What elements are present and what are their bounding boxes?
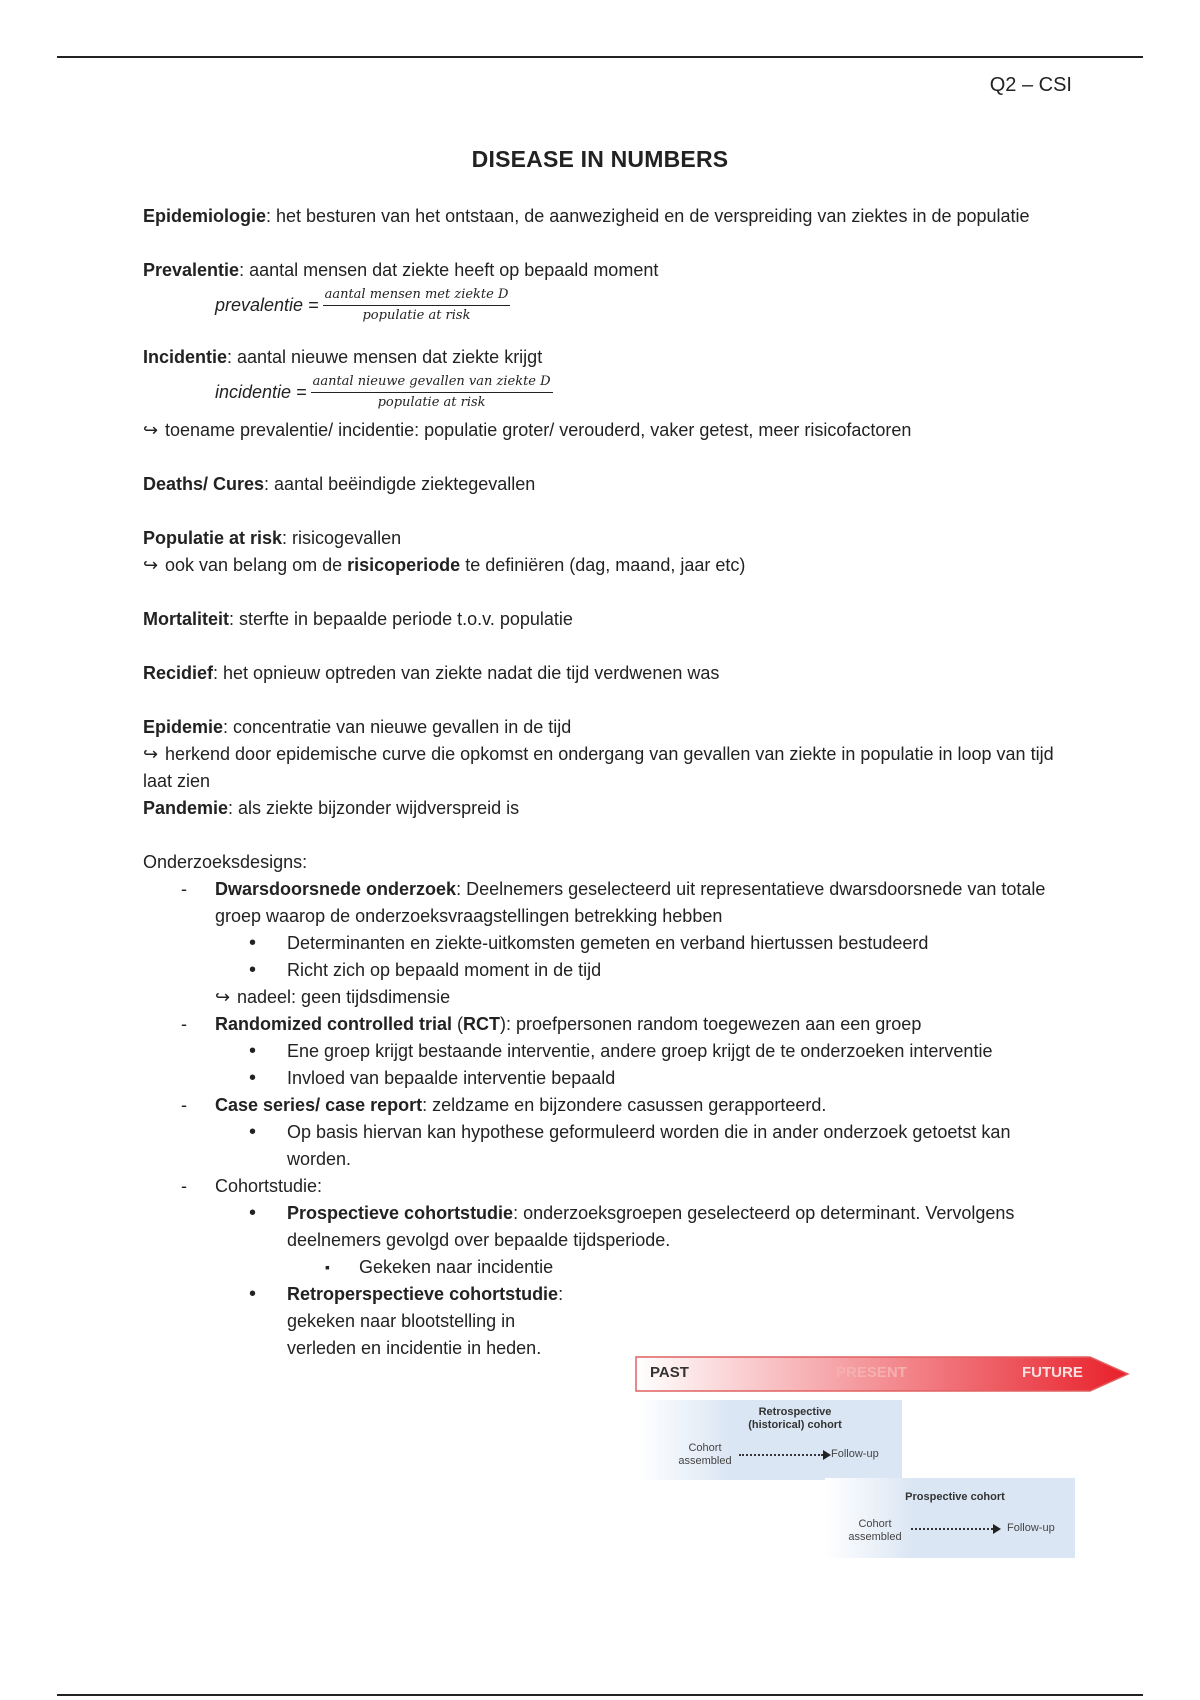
- prevalentie-denominator: populatie at risk: [362, 307, 471, 323]
- def-populatie: Populatie at risk: risicogevallen: [143, 528, 402, 548]
- designs-list: [143, 876, 1063, 1362]
- design-case: - Case series/ case report: zeldzame en bijzondere casussen gerapporteerd.: [143, 1092, 1063, 1119]
- return-arrow-icon: ↪: [215, 987, 231, 1007]
- retro-arrow-icon: [823, 1450, 831, 1460]
- incidentie-denominator: populatie at risk: [377, 394, 486, 410]
- prosp-assembled-label: Cohort assembled: [848, 1518, 902, 1543]
- list-item: • Invloed van bepaalde interventie bepaald: [143, 1065, 1063, 1092]
- prevalentie-numerator: aantal mensen met ziekte D: [323, 285, 511, 306]
- def-pandemie: Pandemie: als ziekte bijzonder wijdverspreid is: [143, 798, 520, 818]
- dwars-note: ↪ nadeel: geen tijdsdimensie: [143, 984, 1063, 1011]
- def-deaths: Deaths/ Cures: aantal beëindigde ziektegevallen: [143, 474, 536, 494]
- list-item: • Op basis hiervan kan hypothese geformuleerd worden die in ander onderzoek getoetst kan worden.: [143, 1119, 1063, 1173]
- cohort-retro: • Retroperspectieve cohortstudie: gekeken naar blootstelling in verleden en incidentie in heden.: [143, 1281, 1063, 1362]
- future-label: FUTURE: [1022, 1364, 1083, 1381]
- incidentie-numerator: aantal nieuwe gevallen van ziekte D: [311, 372, 553, 393]
- def-recidief: Recidief: het opnieuw optreden van ziekte nadat die tijd verdwenen was: [143, 663, 720, 683]
- document-body: [143, 203, 1063, 1362]
- list-item: ▪ Gekeken naar incidentie: [143, 1254, 1063, 1281]
- designs-heading: Onderzoeksdesigns:: [143, 852, 308, 872]
- incidentie-formula: incidentie = $\frac{\text{aantal nieuwe gevallen van ziekte D}}{\text{populatie at risk}}$: [215, 367, 1063, 417]
- def-prevalentie: Prevalentie: aantal mensen dat ziekte heeft op bepaald moment: [143, 260, 659, 280]
- cohort-timeline-figure: [635, 1356, 1130, 1561]
- retrospective-title: Retrospective (historical) cohort: [748, 1406, 842, 1431]
- list-item: • Ene groep krijgt bestaande interventie, andere groep krijgt de te onderzoeken interventie: [143, 1038, 1063, 1065]
- list-item: • Richt zich op bepaald moment in de tijd: [143, 957, 1063, 984]
- retro-dotted-line: [739, 1454, 823, 1456]
- epidemie-note: ↪ herkend door epidemische curve die opkomst en ondergang van gevallen van ziekte in populatie in loop van tijd laat zien: [143, 741, 1063, 795]
- prosp-dotted-line: [911, 1528, 993, 1530]
- def-epidemie: Epidemie: concentratie van nieuwe gevallen in de tijd: [143, 717, 572, 737]
- retro-follow-label: Follow-up: [831, 1448, 879, 1460]
- cohort-prospective: • Prospectieve cohortstudie: onderzoeksgroepen geselecteerd op determinant. Vervolgens deelnemers gevolgd over bepaalde tijdsperiode.: [143, 1200, 1063, 1254]
- list-item: • Determinanten en ziekte-uitkomsten gemeten en verband hiertussen bestudeerd: [143, 930, 1063, 957]
- page-title: DISEASE IN NUMBERS: [471, 146, 729, 172]
- design-cohort: - Cohortstudie:: [143, 1173, 1063, 1200]
- present-label: PRESENT: [836, 1364, 907, 1381]
- return-arrow-icon: ↪: [143, 420, 159, 440]
- design-dwars: - Dwarsdoorsnede onderzoek: Deelnemers geselecteerd uit representatieve dwarsdoorsnede van totale groep waarop de onderzoeksvraagstellingen betrekking hebben: [143, 876, 1063, 930]
- incidentie-note: ↪ toename prevalentie/ incidentie: populatie groter/ verouderd, vaker getest, meer risicofactoren: [143, 417, 1063, 444]
- course-label: Q2 – CSI: [989, 74, 1072, 96]
- populatie-note: ↪ ook van belang om de risicoperiode te definiëren (dag, maand, jaar etc): [143, 552, 1063, 579]
- prosp-arrow-icon: [993, 1524, 1001, 1534]
- prosp-follow-label: Follow-up: [1007, 1522, 1055, 1534]
- def-incidentie: Incidentie: aantal nieuwe mensen dat ziekte krijgt: [143, 347, 543, 367]
- return-arrow-icon: ↪: [143, 744, 159, 764]
- prospective-title: Prospective cohort: [905, 1491, 1005, 1503]
- prevalentie-formula: prevalentie = $\frac{\text{aantal mensen met ziekte D}}{\text{populatie at risk}}$: [215, 280, 1063, 330]
- def-mortaliteit: Mortaliteit: sterfte in bepaalde periode t.o.v. populatie: [143, 609, 573, 629]
- return-arrow-icon: ↪: [143, 555, 159, 575]
- def-epidemiologie: Epidemiologie: het besturen van het ontstaan, de aanwezigheid en de verspreiding van ziektes in de populatie: [143, 206, 1030, 226]
- top-rule: [57, 56, 1143, 58]
- retro-assembled-label: Cohort assembled: [678, 1442, 732, 1467]
- bottom-rule: [57, 1694, 1143, 1696]
- design-rct: - Randomized controlled trial (RCT): proefpersonen random toegewezen aan een groep: [143, 1011, 1063, 1038]
- past-label: PAST: [650, 1364, 689, 1381]
